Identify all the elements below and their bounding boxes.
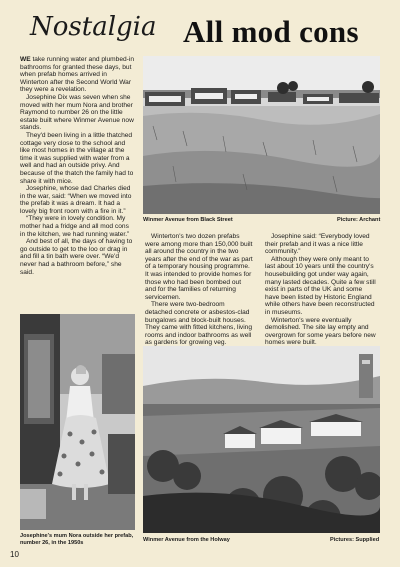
paragraph: Winterton's were eventually demolished. The site lay empty and overgrown for some years before new homes were built.	[265, 316, 376, 347]
lead-text: take running water and plumbed-in bathrooms for granted these days, but when prefab homes arrived in Winterton after the Second World War they were a revelation.	[20, 56, 134, 94]
section-kicker: Nostalgia	[30, 12, 157, 42]
photo-credit: Picture: Archant	[337, 217, 381, 223]
paragraph: Winterton's two dozen prefabs were among more than 150,000 built all around the country in the two years after the end of the war as part of a temporary housing programme. It was intended to provide homes for those who had been bombed out and for the families of returning servicemen.	[145, 233, 253, 301]
photo-caption: Josephine's mum Nora outside her prefab, number 26, in the 1950s	[20, 533, 134, 546]
paragraph: Although they were only meant to last about 10 years until the country's housebuilding got under way again, many lasted decades. Quite a few still exist in parts of the UK and some have been listed by Historic England while others have been reconstructed in museums.	[265, 255, 376, 316]
paragraph: Josephine said: “Everybody loved their prefab and it was a nice little community.”	[265, 233, 370, 256]
article-column-3	[265, 233, 377, 347]
article-column-2	[145, 233, 253, 347]
paragraph: “They were in lovely condition. My mother had a fridge and all mod cons in the kitchen, we had running water.”	[20, 215, 130, 238]
paragraph: There were two-bedroom detached concrete or asbestos-clad bungalows and block-built houses. They came with fitted kitchens, living rooms and indoor bathrooms as well as gardens for growing veg.	[145, 301, 253, 347]
photo-caption: Winmer Avenue from the Holway	[143, 537, 230, 543]
photo-winmer-avenue-holway	[143, 346, 380, 533]
photo-caption: Winmer Avenue from Black Street	[143, 217, 233, 223]
photo-credit: Pictures: Supplied	[330, 537, 380, 543]
photo-winmer-avenue-black-street	[143, 56, 380, 214]
paragraph: And best of all, the days of having to go outside to get to the loo or drag in and fill a tin bath were over. “We'd never had a bathroom before,” she said.	[20, 238, 133, 276]
page-number: 10	[10, 550, 19, 559]
paragraph: They'd been living in a little thatched cottage very close to the school and like most homes in the village at the time it was supplied with water from a well and had an outside privy. And because of the thatch the family had to share it with mice.	[20, 131, 134, 185]
photo-nora-outside-prefab	[20, 314, 135, 530]
paragraph: Josephine, whose dad Charles died in the war, said: “When we moved into the prefab it was a dream. It had a lovely big front room with a fire in it.”	[20, 185, 132, 215]
paragraph	[20, 56, 135, 94]
lead-word: WE	[20, 56, 31, 63]
page-headline: All mod cons	[183, 14, 359, 49]
article-column-1	[20, 56, 135, 276]
paragraph: Josephine Dix was seven when she moved with her mum Nora and brother Raymond to number 26 on the little estate built where Winmer Avenue now stands.	[20, 93, 134, 132]
